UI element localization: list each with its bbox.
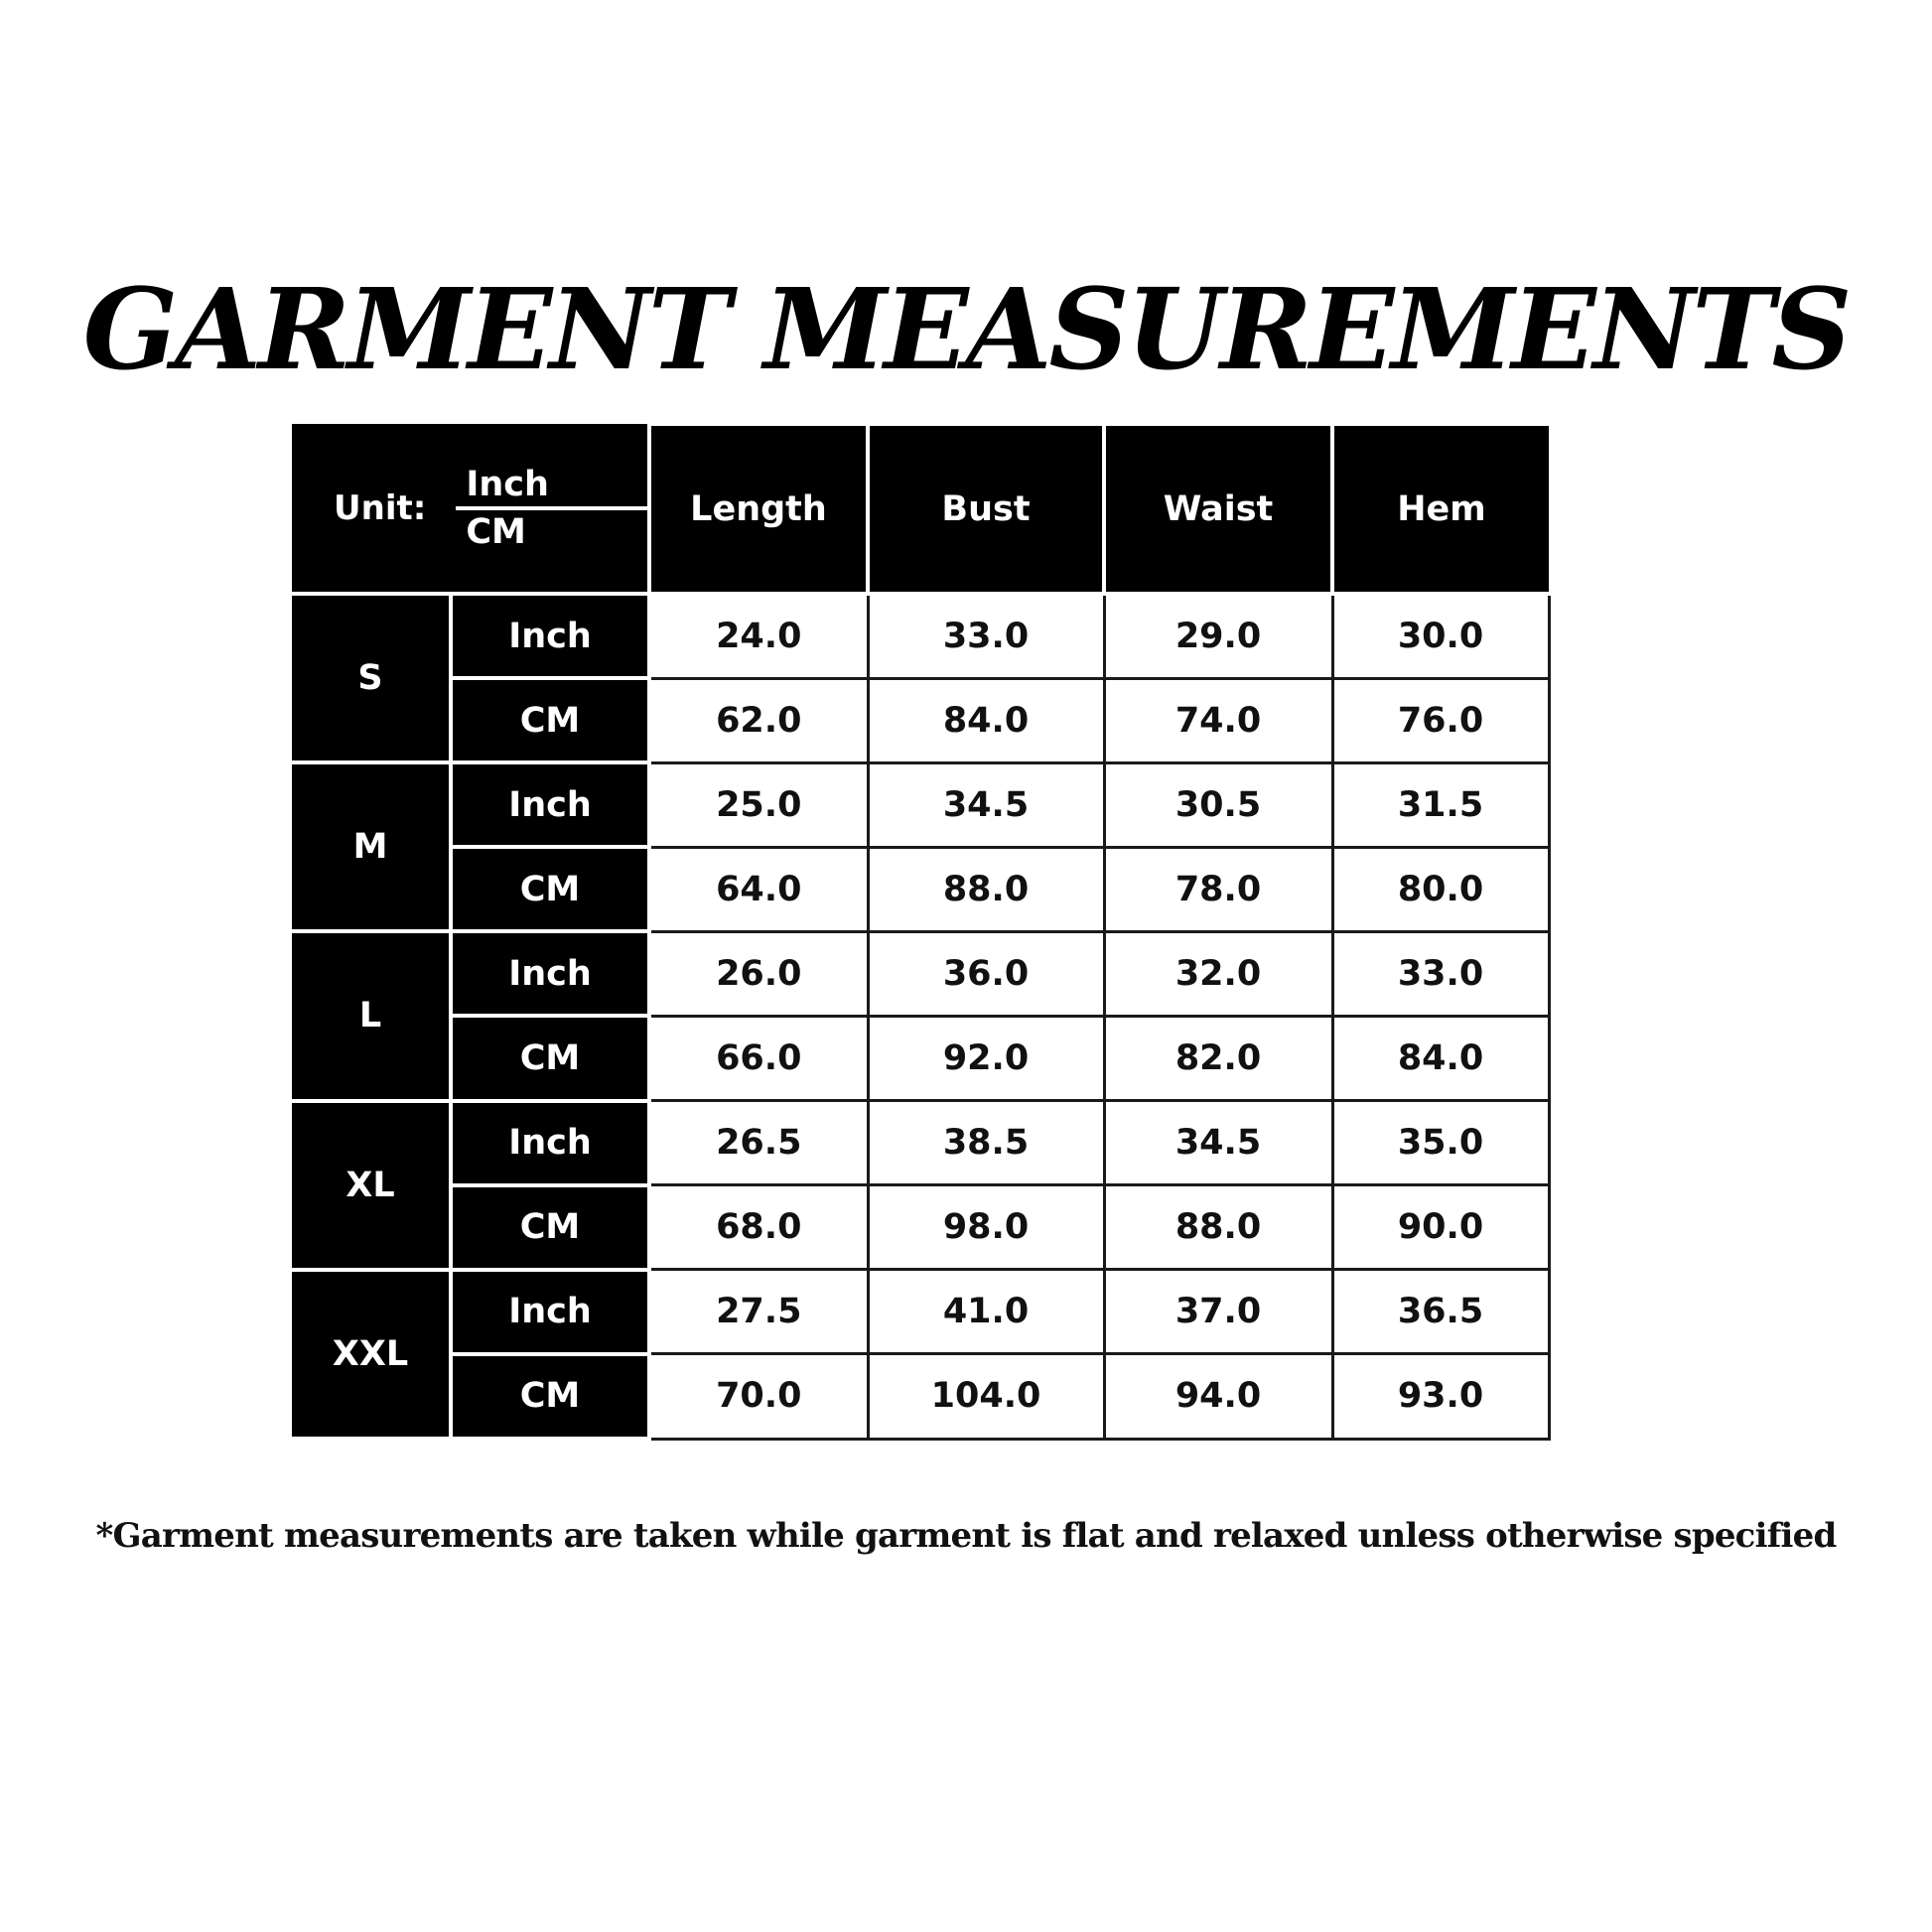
row-unit-label: Inch (451, 762, 649, 847)
waist-value: 78.0 (1104, 847, 1332, 931)
waist-value: 34.5 (1104, 1101, 1332, 1185)
hem-value: 36.5 (1332, 1270, 1549, 1354)
length-value: 27.5 (649, 1270, 868, 1354)
size-label: XXL (292, 1270, 451, 1439)
hem-value: 76.0 (1332, 678, 1549, 762)
length-value: 26.5 (649, 1101, 868, 1185)
column-header-bust: Bust (868, 424, 1104, 594)
size-label: L (292, 931, 451, 1100)
unit-header (292, 424, 649, 594)
measurement-footnote: *Garment measurements are taken while garment is flat and relaxed unless otherwise specified (95, 1516, 1837, 1556)
row-unit-label: Inch (451, 931, 649, 1016)
unit-fraction (456, 465, 648, 552)
bust-value: 104.0 (868, 1354, 1104, 1439)
length-value: 64.0 (649, 847, 868, 931)
bust-value: 38.5 (868, 1101, 1104, 1185)
length-value: 25.0 (649, 762, 868, 847)
unit-label: Unit: (334, 487, 427, 528)
length-value: 68.0 (649, 1185, 868, 1270)
unit-bottom-label: CM (466, 511, 526, 552)
table-row (292, 762, 1549, 847)
waist-value: 82.0 (1104, 1016, 1332, 1100)
length-value: 62.0 (649, 678, 868, 762)
size-label: XL (292, 1101, 451, 1270)
bust-value: 33.0 (868, 594, 1104, 678)
table-row (292, 1101, 1549, 1185)
row-unit-label: Inch (451, 594, 649, 678)
size-label: M (292, 762, 451, 931)
unit-top-label: Inch (456, 465, 648, 510)
bust-value: 92.0 (868, 1016, 1104, 1100)
table-row (292, 594, 1549, 678)
size-chart-table (292, 422, 1551, 1441)
size-label: S (292, 594, 451, 762)
row-unit-label: CM (451, 1185, 649, 1270)
waist-value: 74.0 (1104, 678, 1332, 762)
column-header-hem: Hem (1332, 424, 1549, 594)
bust-value: 41.0 (868, 1270, 1104, 1354)
table-row (292, 1270, 1549, 1354)
hem-value: 90.0 (1332, 1185, 1549, 1270)
length-value: 70.0 (649, 1354, 868, 1439)
waist-value: 37.0 (1104, 1270, 1332, 1354)
hem-value: 33.0 (1332, 931, 1549, 1016)
column-header-length: Length (649, 424, 868, 594)
page-title: GARMENT MEASUREMENTS (82, 265, 1850, 395)
table-row (292, 1354, 1549, 1439)
row-unit-label: CM (451, 678, 649, 762)
row-unit-label: CM (451, 1354, 649, 1439)
row-unit-label: CM (451, 847, 649, 931)
hem-value: 31.5 (1332, 762, 1549, 847)
bust-value: 34.5 (868, 762, 1104, 847)
waist-value: 29.0 (1104, 594, 1332, 678)
row-unit-label: Inch (451, 1101, 649, 1185)
column-header-waist: Waist (1104, 424, 1332, 594)
hem-value: 35.0 (1332, 1101, 1549, 1185)
bust-value: 98.0 (868, 1185, 1104, 1270)
bust-value: 36.0 (868, 931, 1104, 1016)
hem-value: 80.0 (1332, 847, 1549, 931)
table-row (292, 847, 1549, 931)
waist-value: 32.0 (1104, 931, 1332, 1016)
waist-value: 30.5 (1104, 762, 1332, 847)
waist-value: 94.0 (1104, 1354, 1332, 1439)
waist-value: 88.0 (1104, 1185, 1332, 1270)
row-unit-label: CM (451, 1016, 649, 1100)
length-value: 24.0 (649, 594, 868, 678)
hem-value: 93.0 (1332, 1354, 1549, 1439)
row-unit-label: Inch (451, 1270, 649, 1354)
length-value: 66.0 (649, 1016, 868, 1100)
table-row (292, 931, 1549, 1016)
length-value: 26.0 (649, 931, 868, 1016)
header-row (292, 424, 1549, 594)
table-row (292, 678, 1549, 762)
table-row (292, 1016, 1549, 1100)
hem-value: 30.0 (1332, 594, 1549, 678)
hem-value: 84.0 (1332, 1016, 1549, 1100)
table-row (292, 1185, 1549, 1270)
bust-value: 84.0 (868, 678, 1104, 762)
bust-value: 88.0 (868, 847, 1104, 931)
